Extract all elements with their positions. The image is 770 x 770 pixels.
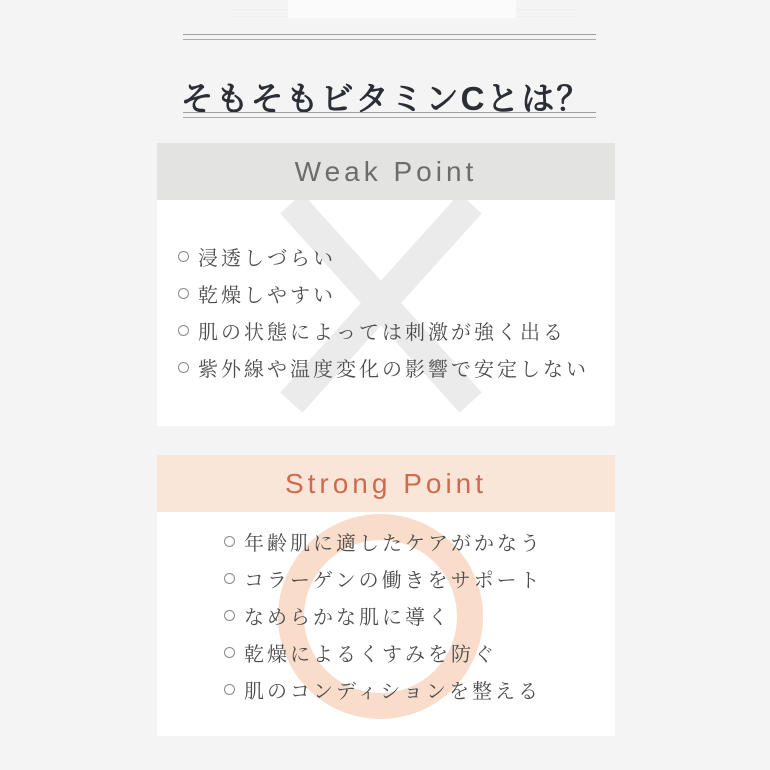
list-item-text: 乾燥によるくすみを防ぐ [244, 644, 497, 666]
strong-point-body [157, 512, 615, 736]
list-item [224, 560, 543, 597]
list-item [224, 634, 543, 671]
list-item [178, 275, 589, 312]
list-item [178, 349, 589, 386]
list-item [178, 238, 589, 275]
circle-bullet-icon [224, 647, 235, 658]
circle-bullet-icon [224, 536, 235, 547]
circle-bullet-icon [178, 325, 189, 336]
weak-point-section [157, 143, 615, 426]
list-item [224, 523, 543, 560]
title-bottom-rule [183, 112, 596, 118]
page-title: そもそもビタミンCとは？ [180, 80, 592, 118]
weak-point-body [157, 200, 615, 426]
list-item-text: 肌の状態によっては刺激が強く出る [198, 322, 566, 344]
list-item [224, 671, 543, 708]
weak-point-header: Weak Point [157, 143, 615, 200]
list-item [178, 312, 589, 349]
strong-point-header: Strong Point [157, 455, 615, 512]
list-item-text: 浸透しづらい [198, 248, 336, 270]
title-top-rule [183, 34, 596, 40]
circle-bullet-icon [224, 684, 235, 695]
circle-bullet-icon [178, 288, 189, 299]
cropped-top-graphic-line [516, 9, 574, 17]
list-item-text: コラーゲンの働きをサポート [244, 570, 543, 592]
list-item-text: 乾燥しやすい [198, 285, 336, 307]
cropped-top-graphic [288, 0, 516, 18]
circle-bullet-icon [224, 573, 235, 584]
cropped-top-graphic-line [230, 9, 288, 17]
strong-point-list [224, 523, 543, 708]
circle-bullet-icon [178, 251, 189, 262]
list-item-text: 年齢肌に適したケアがかなう [244, 533, 543, 555]
weak-point-list [178, 238, 589, 386]
list-item [224, 597, 543, 634]
list-item-text: なめらかな肌に導く [244, 607, 451, 629]
circle-bullet-icon [224, 610, 235, 621]
list-item-text: 紫外線や温度変化の影響で安定しない [198, 359, 589, 381]
circle-bullet-icon [178, 362, 189, 373]
list-item-text: 肌のコンディションを整える [244, 681, 541, 703]
strong-point-section [157, 455, 615, 736]
